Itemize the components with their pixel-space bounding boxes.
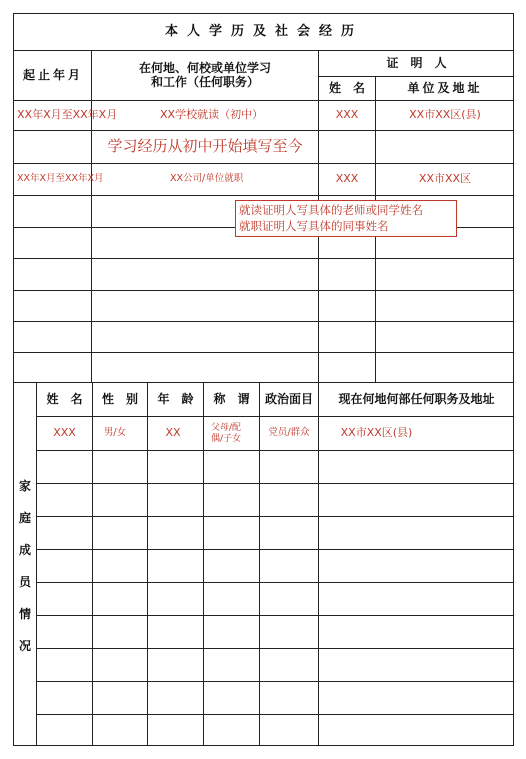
witness-name-header: 姓 名 [328, 80, 365, 95]
form-title: 本人学历及社会经历 [164, 23, 363, 39]
family-address-header: 现在何地何部任何职务及地址 [338, 391, 495, 406]
family-example-address: XX市XX区(县) [340, 426, 413, 440]
family-example-relation [204, 417, 248, 450]
family-label-char-3: 成 [18, 543, 31, 557]
witness-unit-header: 单位及地址 [407, 80, 483, 95]
family-example-political: 党员/群众 [268, 427, 310, 439]
history-start-note: 学习经历从初中开始填写至今 [107, 137, 303, 156]
history-row-1-place: XX学校就读（初中） [160, 108, 264, 122]
family-label-char-6: 况 [18, 639, 31, 653]
history-row-1-witness-name: XXX [335, 108, 359, 122]
family-example-age: XX [165, 426, 181, 440]
family-label-char-5: 情 [18, 607, 31, 621]
witness-note-line2: 就职证明人写具体的同事姓名 [239, 219, 389, 234]
history-row-2-witness-unit: XX市XX区 [418, 172, 472, 186]
witness-header: 证 明 人 [386, 55, 447, 70]
family-label-char-1: 家 [18, 479, 31, 493]
family-example-name: XXX [53, 426, 76, 440]
family-age-header: 年 龄 [157, 391, 194, 406]
family-label-char-2: 庭 [18, 511, 31, 525]
history-row-2-witness-name: XXX [335, 172, 359, 186]
period-header: 起止年月 [22, 67, 83, 82]
witness-note-line1: 就读证明人写具体的老师或同学姓名 [239, 203, 423, 217]
history-row-1-period: XX年X月至XX年X月 [17, 108, 118, 122]
witness-guidance-note [235, 200, 457, 237]
family-gender-header: 性 别 [101, 391, 138, 406]
family-example-relation-line2: 偶/子女 [210, 433, 242, 444]
family-relation-header: 称 谓 [213, 391, 250, 406]
family-section-label [14, 470, 36, 662]
family-political-header: 政治面目 [264, 391, 313, 406]
place-header-line2: 和工作（任何职务） [150, 74, 259, 89]
place-header [92, 51, 318, 100]
family-example-gender: 男/女 [103, 427, 127, 439]
history-row-2-period: XX年X月至XX年X月 [17, 173, 104, 185]
family-name-header: 姓 名 [46, 391, 83, 406]
place-header-line1: 在何地、何校或单位学习 [138, 60, 271, 75]
history-row-2-place: XX公司/单位就职 [170, 173, 244, 185]
family-example-relation-line1: 父母/配 [210, 423, 242, 434]
history-row-1-witness-unit: XX市XX区(县) [409, 108, 481, 122]
family-label-char-4: 员 [18, 575, 31, 589]
